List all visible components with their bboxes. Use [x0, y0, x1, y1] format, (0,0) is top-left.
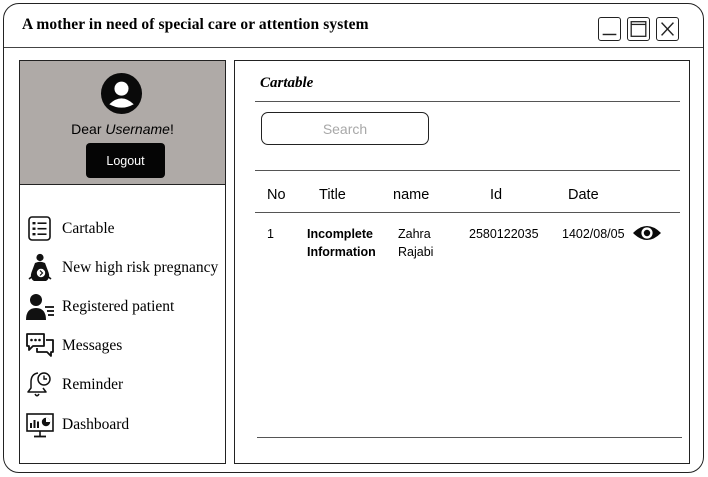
- close-icon: [657, 18, 678, 40]
- column-header-name: name: [393, 187, 430, 203]
- list-icon: [25, 214, 55, 244]
- close-button[interactable]: [656, 17, 679, 41]
- eye-icon[interactable]: [632, 221, 662, 245]
- maximize-button[interactable]: [627, 17, 650, 41]
- table-top-divider: [255, 170, 680, 171]
- table-bottom-divider: [257, 437, 682, 438]
- maximize-icon: [628, 18, 649, 40]
- cell-no: 1: [267, 227, 274, 241]
- search-input[interactable]: [261, 112, 429, 145]
- cell-date: 1402/08/05: [562, 227, 625, 241]
- sidebar-item-messages[interactable]: [20, 329, 225, 363]
- sidebar-item-label: Dashboard: [62, 416, 130, 433]
- table-header-divider: [255, 212, 680, 213]
- minimize-button[interactable]: [598, 17, 621, 41]
- greeting-prefix: Dear: [71, 121, 106, 137]
- cell-id: 2580122035: [469, 227, 539, 241]
- pregnant-woman-icon: [25, 253, 55, 283]
- greeting-suffix: !: [169, 121, 174, 137]
- avatar: [100, 72, 143, 115]
- sidebar-item-label: Reminder: [62, 376, 124, 393]
- user-profile-box: [20, 61, 225, 185]
- cell-title-line1: Incomplete: [307, 227, 373, 241]
- page-title: Cartable: [260, 75, 314, 91]
- title-divider: [255, 101, 680, 102]
- app-window: [3, 3, 704, 473]
- app-title: A mother in need of special care or attention system: [22, 16, 369, 33]
- column-header-date: Date: [568, 187, 599, 203]
- patient-list-icon: [25, 292, 55, 322]
- sidebar-item-label: Messages: [62, 337, 123, 354]
- dashboard-monitor-icon: [25, 410, 55, 440]
- sidebar-item-dashboard[interactable]: [20, 408, 225, 442]
- chat-bubbles-icon: [25, 331, 55, 361]
- cell-name-line1: Zahra: [398, 227, 431, 241]
- cell-title-line2: Information: [307, 245, 376, 259]
- title-bar: [4, 4, 703, 48]
- sidebar-item-reminder[interactable]: [20, 368, 225, 402]
- cartable-panel: [234, 60, 690, 464]
- sidebar-item-registered-patient[interactable]: [20, 290, 225, 324]
- username: Username: [105, 121, 170, 137]
- column-header-no: No: [267, 187, 286, 203]
- sidebar-item-label: Registered patient: [62, 298, 175, 315]
- column-header-id: Id: [490, 187, 503, 203]
- column-header-title: Title: [319, 187, 346, 203]
- sidebar-item-label: Cartable: [62, 220, 115, 237]
- sidebar: [19, 60, 226, 464]
- bell-clock-icon: [25, 370, 55, 400]
- sidebar-item-label: New high risk pregnancy: [62, 259, 219, 276]
- sidebar-item-cartable[interactable]: [20, 212, 225, 246]
- cell-title: [307, 225, 376, 261]
- sidebar-item-new-high-risk-pregnancy[interactable]: [20, 251, 225, 285]
- cell-name-line2: Rajabi: [398, 245, 434, 259]
- logout-button[interactable]: Logout: [86, 143, 165, 178]
- cell-name: [398, 225, 433, 261]
- user-greeting: [20, 121, 225, 137]
- minimize-icon: [599, 18, 620, 40]
